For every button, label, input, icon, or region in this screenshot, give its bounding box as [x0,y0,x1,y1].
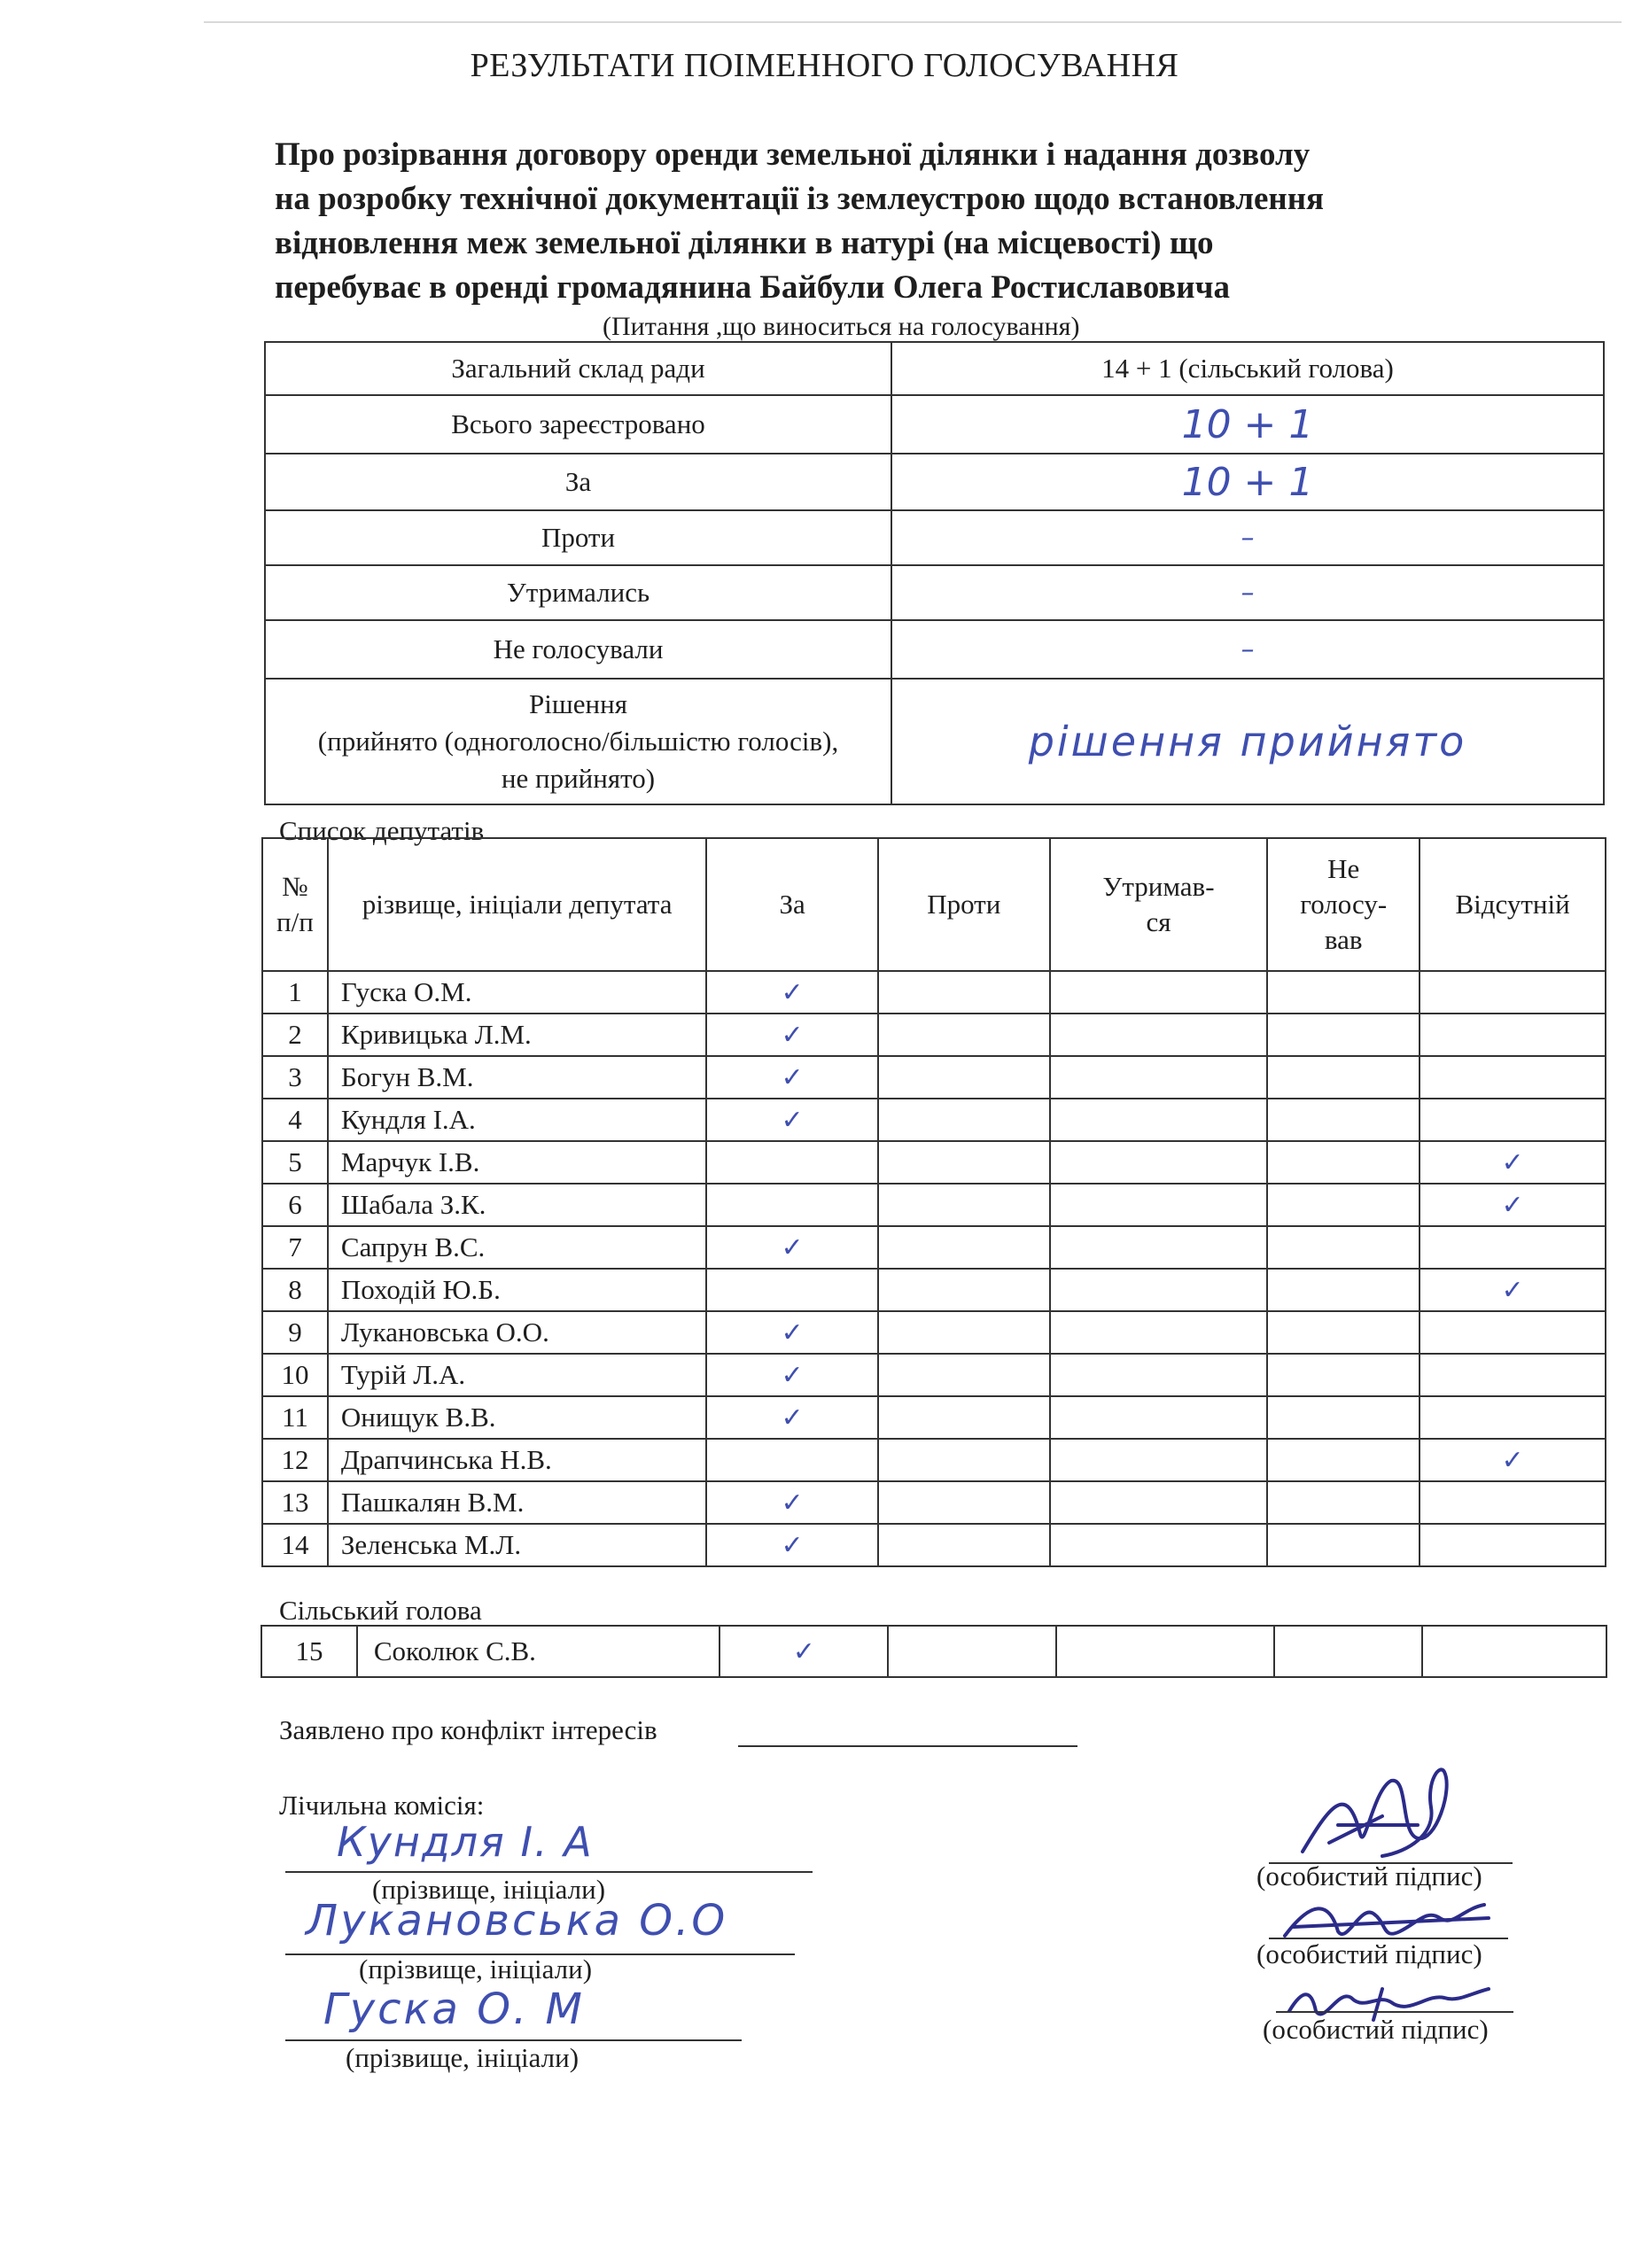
column-header-against: Проти [878,838,1050,971]
document-title: РЕЗУЛЬТАТИ ПОІМЕННОГО ГОЛОСУВАННЯ [470,47,1179,84]
vote-abstained-cell [1050,1056,1268,1099]
check-mark: ✓ [1501,1190,1524,1221]
commission-member-name-handwritten: Гуска О. М [323,1984,585,2034]
vote-for-cell [706,1396,878,1439]
row-number: 8 [262,1269,328,1311]
deputy-row [262,1184,1606,1226]
vote-not-voted-cell [1267,1396,1420,1439]
vote-absent-cell [1420,1269,1606,1311]
vote-for-cell [706,971,878,1014]
row-number: 14 [262,1524,328,1566]
row-number: 12 [262,1439,328,1481]
vote-for-cell [706,1056,878,1099]
check-mark: ✓ [781,1487,804,1518]
subject-line: відновлення меж земельної ділянки в натурі (на місцевості) що [275,225,1214,261]
vote-absent-cell [1420,1014,1606,1056]
village-head-table [261,1625,1607,1678]
vote-against-cell [878,1056,1050,1099]
voting-summary-table [264,341,1605,805]
village-head-row [261,1626,1606,1677]
signature-caption: (особистий підпис) [1256,1938,1482,1969]
deputy-name: Лукановська О.О. [328,1311,706,1354]
subject-line: на розробку технічної документації із землеустрою щодо встановлення [275,181,1325,217]
vote-not-voted-cell [1267,1184,1420,1226]
summary-value: 14 + 1 (сільський голова) [891,342,1604,395]
vote-for-cell [706,1481,878,1524]
deputy-row [262,1354,1606,1396]
deputy-name: Пашкалян В.М. [328,1481,706,1524]
deputies-table [261,837,1606,1567]
vote-not-voted-cell [1274,1626,1423,1677]
deputy-name: Кундля І.А. [328,1099,706,1141]
vote-against-cell [878,1354,1050,1396]
vote-abstained-cell [1050,1269,1268,1311]
vote-absent-cell [1422,1626,1606,1677]
row-number: 3 [262,1056,328,1099]
row-number: 2 [262,1014,328,1056]
counting-commission-label: Лічильна комісія: [279,1790,485,1821]
vote-absent-cell [1420,1099,1606,1141]
vote-abstained-cell [1050,1099,1268,1141]
handwritten-value: 10 + 1 [1181,401,1314,447]
vote-not-voted-cell [1267,971,1420,1014]
check-mark: ✓ [781,1530,804,1561]
vote-absent-cell [1420,971,1606,1014]
vote-abstained-cell [1056,1626,1274,1677]
decision-label: Рішення (прийнято (одноголосно/більшістю голосів), не прийнято) [265,679,891,804]
vote-not-voted-cell [1267,1311,1420,1354]
deputy-name: Сапрун В.С. [328,1226,706,1269]
vote-abstained-cell [1050,1354,1268,1396]
vote-absent-cell [1420,1439,1606,1481]
check-mark: ✓ [781,1317,804,1348]
signature-caption: (особистий підпис) [1263,2014,1489,2045]
handwritten-decision: рішення прийнято [1028,718,1467,765]
summary-label: Утримались [265,565,891,620]
deputy-name: Марчук І.В. [328,1141,706,1184]
deputy-name: Гуска О.М. [328,971,706,1014]
summary-row [265,395,1604,454]
voting-subject [275,133,1560,310]
deputy-row [262,1311,1606,1354]
deputy-row [262,1269,1606,1311]
vote-against-cell [878,1141,1050,1184]
column-header-absent: Відсутній [1420,838,1606,971]
vote-for-cell [706,1099,878,1141]
deputy-name: Турій Л.А. [328,1354,706,1396]
check-mark: ✓ [781,1360,804,1391]
handwritten-value: – [1241,523,1255,554]
vote-for-cell [719,1626,888,1677]
column-header-name: різвище, ініціали депутата [328,838,706,971]
row-number: 1 [262,971,328,1014]
handwritten-value: 10 + 1 [1181,459,1314,505]
check-mark: ✓ [781,977,804,1008]
commission-member-name-handwritten: Лукановська О.О [306,1896,728,1946]
vote-absent-cell [1420,1184,1606,1226]
row-number: 10 [262,1354,328,1396]
subject-line: Про розірвання договору оренди земельної ділянки і надання дозволу [275,136,1311,173]
vote-abstained-cell [1050,1439,1268,1481]
vote-against-cell [878,1269,1050,1311]
signature-line [1276,2011,1513,2013]
vote-against-cell [878,971,1050,1014]
check-mark: ✓ [1501,1445,1524,1476]
check-mark: ✓ [781,1402,804,1433]
vote-for-cell [706,1311,878,1354]
vote-against-cell [878,1524,1050,1566]
check-mark: ✓ [792,1636,815,1667]
deputy-row [262,1014,1606,1056]
row-number: 6 [262,1184,328,1226]
summary-row [265,454,1604,510]
row-number: 4 [262,1099,328,1141]
vote-not-voted-cell [1267,1141,1420,1184]
vote-absent-cell [1420,1141,1606,1184]
scan-edge-line [204,21,1622,23]
vote-not-voted-cell [1267,1354,1420,1396]
summary-row [265,510,1604,565]
deputy-row [262,971,1606,1014]
signature-caption: (особистий підпис) [1256,1860,1482,1891]
row-number: 9 [262,1311,328,1354]
vote-not-voted-cell [1267,1269,1420,1311]
vote-absent-cell [1420,1481,1606,1524]
vote-for-cell [706,1226,878,1269]
summary-row [265,342,1604,395]
name-caption: (прізвище, ініціали) [346,2042,579,2073]
vote-for-cell [706,1184,878,1226]
check-mark: ✓ [781,1232,804,1263]
name-line [285,1871,813,1873]
summary-label: Не голосували [265,620,891,679]
vote-abstained-cell [1050,1396,1268,1439]
header-row [262,838,1606,971]
summary-label: Загальний склад ради [265,342,891,395]
handwritten-value: – [1241,634,1255,665]
deputy-name: Драпчинська Н.В. [328,1439,706,1481]
vote-against-cell [878,1226,1050,1269]
vote-not-voted-cell [1267,1014,1420,1056]
vote-for-cell [706,1141,878,1184]
check-mark: ✓ [1501,1275,1524,1306]
vote-for-cell [706,1439,878,1481]
deputy-row [262,1481,1606,1524]
vote-not-voted-cell [1267,1056,1420,1099]
deputy-name: Кривицька Л.М. [328,1014,706,1056]
column-header-number: № п/п [262,838,328,971]
check-mark: ✓ [781,1062,804,1093]
row-number: 7 [262,1226,328,1269]
deputy-row [262,1439,1606,1481]
deputy-row [262,1524,1606,1566]
summary-row [265,565,1604,620]
subject-note: (Питання ,що виноситься на голосування) [603,312,1080,341]
summary-label: Всього зареєстровано [265,395,891,454]
deputy-row [262,1226,1606,1269]
deputy-name: Онищук В.В. [328,1396,706,1439]
check-mark: ✓ [1501,1147,1524,1178]
vote-absent-cell [1420,1226,1606,1269]
head-section-label: Сільський голова [279,1595,482,1626]
summary-label: Проти [265,510,891,565]
deputy-name: Походій Ю.Б. [328,1269,706,1311]
vote-abstained-cell [1050,1014,1268,1056]
decision-row [265,679,1604,804]
column-header-for: За [706,838,878,971]
vote-abstained-cell [1050,1141,1268,1184]
deputy-row [262,1099,1606,1141]
deputy-row [262,1141,1606,1184]
deputy-name: Богун В.М. [328,1056,706,1099]
vote-for-cell [706,1524,878,1566]
deputy-name: Зеленська М.Л. [328,1524,706,1566]
row-number: 11 [262,1396,328,1439]
vote-not-voted-cell [1267,1481,1420,1524]
subject-line: перебуває в оренді громадянина Байбули Олега Ростиславовича [275,269,1230,306]
summary-label: За [265,454,891,510]
row-number: 5 [262,1141,328,1184]
name-caption: (прізвище, ініціали) [359,1953,593,1984]
vote-against-cell [878,1481,1050,1524]
vote-abstained-cell [1050,1184,1268,1226]
vote-abstained-cell [1050,971,1268,1014]
column-header-abstained: Утримав- ся [1050,838,1268,971]
deputy-name: Шабала З.К. [328,1184,706,1226]
column-header-not-voted: Не голосу- вав [1267,838,1420,971]
vote-abstained-cell [1050,1311,1268,1354]
deputy-row [262,1056,1606,1099]
handwritten-value: – [1241,578,1255,609]
conflict-of-interest-label: Заявлено про конфлікт інтересів [279,1714,657,1745]
vote-against-cell [878,1099,1050,1141]
vote-absent-cell [1420,1524,1606,1566]
vote-against-cell [878,1439,1050,1481]
name-line [285,2039,742,2041]
vote-against-cell [878,1396,1050,1439]
vote-against-cell [878,1184,1050,1226]
vote-absent-cell [1420,1396,1606,1439]
vote-abstained-cell [1050,1524,1268,1566]
check-mark: ✓ [781,1020,804,1051]
vote-not-voted-cell [1267,1524,1420,1566]
personal-signature-1 [1276,1754,1497,1878]
vote-not-voted-cell [1267,1439,1420,1481]
vote-not-voted-cell [1267,1226,1420,1269]
vote-abstained-cell [1050,1226,1268,1269]
vote-for-cell [706,1269,878,1311]
conflict-of-interest-line [738,1745,1077,1747]
summary-row [265,620,1604,679]
deputies-section-label: Список депутатів [279,815,485,846]
vote-against-cell [888,1626,1056,1677]
vote-against-cell [878,1014,1050,1056]
vote-absent-cell [1420,1056,1606,1099]
vote-for-cell [706,1354,878,1396]
vote-abstained-cell [1050,1481,1268,1524]
vote-for-cell [706,1014,878,1056]
vote-not-voted-cell [1267,1099,1420,1141]
name-caption: (прізвище, ініціали) [372,1874,606,1905]
deputy-row [262,1396,1606,1439]
check-mark: ✓ [781,1105,804,1136]
deputy-rows [262,971,1606,1566]
row-number: 15 [261,1626,357,1677]
commission-member-name-handwritten: Кундля І. А [337,1818,594,1866]
vote-absent-cell [1420,1354,1606,1396]
row-number: 13 [262,1481,328,1524]
head-name: Соколюк С.В. [357,1626,720,1677]
vote-against-cell [878,1311,1050,1354]
vote-absent-cell [1420,1311,1606,1354]
